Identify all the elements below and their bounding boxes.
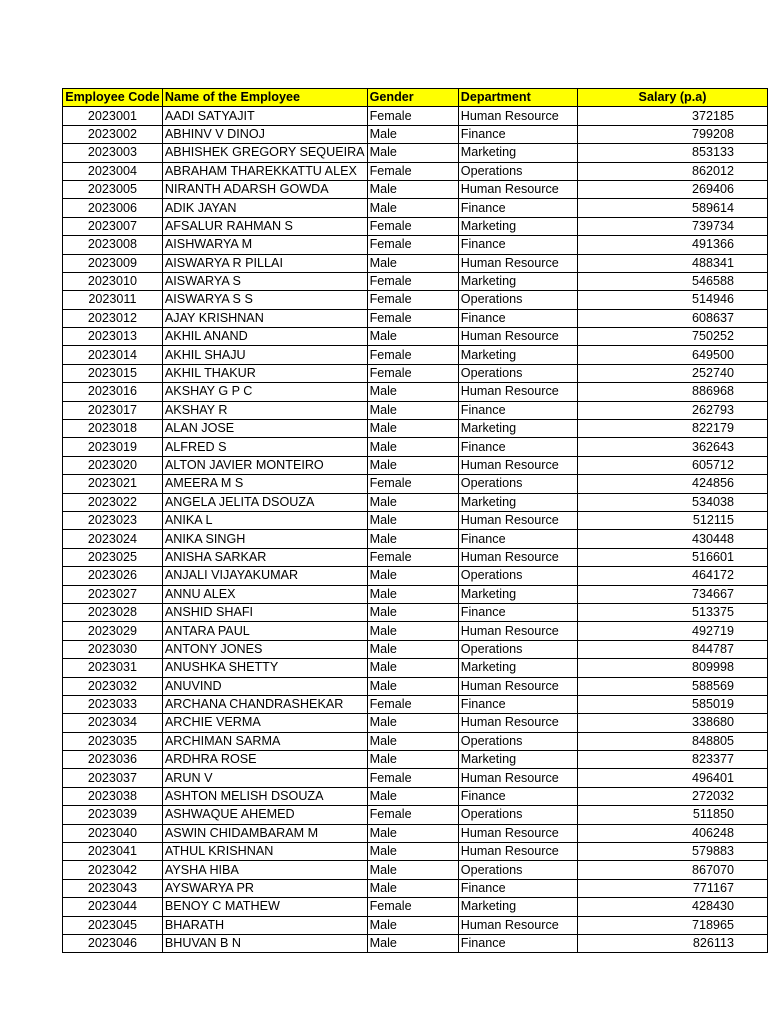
cell-gender: Male [367, 659, 458, 677]
cell-salary: 826113 [578, 934, 768, 952]
cell-employee-code: 2023010 [63, 272, 163, 290]
cell-department: Marketing [458, 659, 577, 677]
cell-department: Finance [458, 438, 577, 456]
cell-department: Finance [458, 530, 577, 548]
table-row [63, 493, 768, 511]
header-employee-name: Name of the Employee [162, 89, 367, 107]
cell-department: Marketing [458, 898, 577, 916]
cell-salary: 516601 [578, 548, 768, 566]
cell-employee-code: 2023034 [63, 714, 163, 732]
cell-employee-code: 2023020 [63, 456, 163, 474]
cell-gender: Male [367, 199, 458, 217]
cell-salary: 262793 [578, 401, 768, 419]
cell-gender: Male [367, 401, 458, 419]
cell-employee-name: ARCHIMAN SARMA [162, 732, 367, 750]
table-row [63, 475, 768, 493]
table-row [63, 622, 768, 640]
table-row [63, 420, 768, 438]
cell-department: Marketing [458, 585, 577, 603]
cell-gender: Female [367, 806, 458, 824]
cell-employee-code: 2023002 [63, 125, 163, 143]
cell-gender: Female [367, 309, 458, 327]
cell-salary: 406248 [578, 824, 768, 842]
cell-employee-name: ASHWAQUE AHEMED [162, 806, 367, 824]
cell-salary: 608637 [578, 309, 768, 327]
header-department: Department [458, 89, 577, 107]
cell-employee-code: 2023036 [63, 751, 163, 769]
cell-employee-name: AKHIL THAKUR [162, 364, 367, 382]
cell-salary: 589614 [578, 199, 768, 217]
cell-gender: Male [367, 934, 458, 952]
cell-employee-name: ANTARA PAUL [162, 622, 367, 640]
cell-gender: Female [367, 346, 458, 364]
cell-department: Human Resource [458, 383, 577, 401]
cell-employee-code: 2023035 [63, 732, 163, 750]
cell-employee-name: AADI SATYAJIT [162, 107, 367, 125]
cell-gender: Female [367, 236, 458, 254]
table-row [63, 714, 768, 732]
cell-gender: Male [367, 144, 458, 162]
cell-employee-name: AISWARYA S [162, 272, 367, 290]
table-row [63, 217, 768, 235]
cell-gender: Male [367, 714, 458, 732]
table-row [63, 180, 768, 198]
cell-department: Finance [458, 603, 577, 621]
cell-employee-name: AKSHAY G P C [162, 383, 367, 401]
cell-employee-code: 2023011 [63, 291, 163, 309]
cell-gender: Female [367, 107, 458, 125]
cell-gender: Male [367, 438, 458, 456]
header-row [63, 89, 768, 107]
cell-department: Human Resource [458, 622, 577, 640]
cell-salary: 848805 [578, 732, 768, 750]
cell-employee-code: 2023038 [63, 787, 163, 805]
cell-employee-name: NIRANTH ADARSH GOWDA [162, 180, 367, 198]
cell-employee-name: ABHISHEK GREGORY SEQUEIRA [162, 144, 367, 162]
cell-salary: 269406 [578, 180, 768, 198]
cell-gender: Male [367, 530, 458, 548]
cell-gender: Male [367, 254, 458, 272]
table-row [63, 107, 768, 125]
cell-gender: Female [367, 291, 458, 309]
cell-employee-code: 2023027 [63, 585, 163, 603]
cell-department: Finance [458, 401, 577, 419]
cell-salary: 809998 [578, 659, 768, 677]
cell-department: Finance [458, 695, 577, 713]
cell-salary: 649500 [578, 346, 768, 364]
cell-employee-name: ASWIN CHIDAMBARAM M [162, 824, 367, 842]
cell-employee-name: ADIK JAYAN [162, 199, 367, 217]
cell-employee-code: 2023008 [63, 236, 163, 254]
cell-employee-code: 2023021 [63, 475, 163, 493]
cell-salary: 771167 [578, 879, 768, 897]
cell-employee-name: ASHTON MELISH DSOUZA [162, 787, 367, 805]
table-row [63, 309, 768, 327]
cell-employee-code: 2023037 [63, 769, 163, 787]
cell-gender: Male [367, 125, 458, 143]
cell-employee-code: 2023024 [63, 530, 163, 548]
cell-salary: 372185 [578, 107, 768, 125]
cell-gender: Male [367, 879, 458, 897]
table-row [63, 879, 768, 897]
cell-employee-code: 2023044 [63, 898, 163, 916]
cell-gender: Male [367, 420, 458, 438]
cell-gender: Male [367, 751, 458, 769]
table-row [63, 824, 768, 842]
cell-department: Marketing [458, 493, 577, 511]
cell-employee-name: AMEERA M S [162, 475, 367, 493]
cell-employee-name: ANIKA SINGH [162, 530, 367, 548]
cell-employee-code: 2023009 [63, 254, 163, 272]
cell-salary: 867070 [578, 861, 768, 879]
table-row [63, 787, 768, 805]
cell-department: Human Resource [458, 916, 577, 934]
cell-employee-code: 2023006 [63, 199, 163, 217]
cell-employee-name: ANUSHKA SHETTY [162, 659, 367, 677]
cell-employee-code: 2023005 [63, 180, 163, 198]
cell-salary: 862012 [578, 162, 768, 180]
cell-employee-name: AISWARYA R PILLAI [162, 254, 367, 272]
cell-employee-code: 2023041 [63, 843, 163, 861]
cell-employee-name: AYSWARYA PR [162, 879, 367, 897]
table-row [63, 456, 768, 474]
table-row [63, 530, 768, 548]
cell-employee-name: ANIKA L [162, 511, 367, 529]
cell-salary: 853133 [578, 144, 768, 162]
cell-salary: 338680 [578, 714, 768, 732]
cell-employee-code: 2023018 [63, 420, 163, 438]
cell-employee-code: 2023043 [63, 879, 163, 897]
table-row [63, 438, 768, 456]
table-row [63, 934, 768, 952]
cell-salary: 362643 [578, 438, 768, 456]
cell-department: Operations [458, 162, 577, 180]
table-row [63, 236, 768, 254]
cell-department: Marketing [458, 751, 577, 769]
table-row [63, 364, 768, 382]
cell-employee-name: ABRAHAM THAREKKATTU ALEX [162, 162, 367, 180]
cell-employee-code: 2023025 [63, 548, 163, 566]
cell-employee-code: 2023019 [63, 438, 163, 456]
table-row [63, 383, 768, 401]
table-row [63, 769, 768, 787]
cell-department: Human Resource [458, 714, 577, 732]
cell-employee-code: 2023022 [63, 493, 163, 511]
cell-employee-code: 2023033 [63, 695, 163, 713]
cell-gender: Male [367, 585, 458, 603]
cell-gender: Male [367, 916, 458, 934]
cell-employee-name: AKHIL ANAND [162, 328, 367, 346]
cell-salary: 496401 [578, 769, 768, 787]
cell-employee-code: 2023039 [63, 806, 163, 824]
cell-gender: Female [367, 769, 458, 787]
cell-employee-code: 2023042 [63, 861, 163, 879]
cell-salary: 272032 [578, 787, 768, 805]
table-row [63, 511, 768, 529]
cell-department: Operations [458, 861, 577, 879]
table-row [63, 640, 768, 658]
cell-department: Operations [458, 806, 577, 824]
cell-department: Human Resource [458, 824, 577, 842]
cell-department: Human Resource [458, 677, 577, 695]
cell-employee-name: ANISHA SARKAR [162, 548, 367, 566]
cell-employee-name: BENOY C MATHEW [162, 898, 367, 916]
cell-gender: Male [367, 456, 458, 474]
cell-department: Finance [458, 236, 577, 254]
cell-gender: Male [367, 493, 458, 511]
cell-employee-name: ANNU ALEX [162, 585, 367, 603]
table-row [63, 401, 768, 419]
cell-gender: Male [367, 328, 458, 346]
cell-department: Finance [458, 309, 577, 327]
cell-employee-code: 2023030 [63, 640, 163, 658]
table-row [63, 162, 768, 180]
cell-employee-name: AKHIL SHAJU [162, 346, 367, 364]
cell-gender: Female [367, 217, 458, 235]
cell-employee-name: ANJALI VIJAYAKUMAR [162, 567, 367, 585]
header-gender: Gender [367, 89, 458, 107]
table-row [63, 328, 768, 346]
table-row [63, 548, 768, 566]
cell-employee-code: 2023003 [63, 144, 163, 162]
cell-salary: 605712 [578, 456, 768, 474]
cell-department: Human Resource [458, 548, 577, 566]
table-row [63, 272, 768, 290]
table-row [63, 603, 768, 621]
cell-employee-code: 2023007 [63, 217, 163, 235]
cell-salary: 514946 [578, 291, 768, 309]
cell-salary: 512115 [578, 511, 768, 529]
cell-employee-code: 2023001 [63, 107, 163, 125]
cell-employee-name: AYSHA HIBA [162, 861, 367, 879]
cell-gender: Male [367, 567, 458, 585]
cell-salary: 430448 [578, 530, 768, 548]
cell-gender: Male [367, 677, 458, 695]
cell-department: Finance [458, 125, 577, 143]
cell-salary: 511850 [578, 806, 768, 824]
cell-salary: 464172 [578, 567, 768, 585]
cell-employee-name: AFSALUR RAHMAN S [162, 217, 367, 235]
cell-department: Human Resource [458, 769, 577, 787]
cell-employee-name: ANGELA JELITA DSOUZA [162, 493, 367, 511]
cell-employee-code: 2023032 [63, 677, 163, 695]
cell-employee-code: 2023026 [63, 567, 163, 585]
cell-employee-name: BHARATH [162, 916, 367, 934]
cell-department: Marketing [458, 217, 577, 235]
cell-employee-code: 2023017 [63, 401, 163, 419]
cell-gender: Female [367, 272, 458, 290]
cell-salary: 750252 [578, 328, 768, 346]
cell-department: Human Resource [458, 254, 577, 272]
table-row [63, 695, 768, 713]
table-row [63, 916, 768, 934]
table-row [63, 125, 768, 143]
cell-department: Finance [458, 934, 577, 952]
cell-gender: Male [367, 511, 458, 529]
table-body [63, 107, 768, 953]
cell-employee-name: ARCHANA CHANDRASHEKAR [162, 695, 367, 713]
cell-employee-code: 2023040 [63, 824, 163, 842]
cell-employee-code: 2023028 [63, 603, 163, 621]
cell-department: Marketing [458, 144, 577, 162]
cell-employee-code: 2023031 [63, 659, 163, 677]
cell-salary: 252740 [578, 364, 768, 382]
cell-employee-name: ALAN JOSE [162, 420, 367, 438]
cell-department: Operations [458, 567, 577, 585]
cell-salary: 488341 [578, 254, 768, 272]
cell-gender: Male [367, 843, 458, 861]
cell-department: Human Resource [458, 180, 577, 198]
cell-employee-code: 2023004 [63, 162, 163, 180]
cell-employee-name: ATHUL KRISHNAN [162, 843, 367, 861]
cell-salary: 585019 [578, 695, 768, 713]
cell-department: Marketing [458, 346, 577, 364]
cell-employee-name: ABHINV V DINOJ [162, 125, 367, 143]
cell-employee-name: ANTONY JONES [162, 640, 367, 658]
cell-salary: 513375 [578, 603, 768, 621]
cell-employee-code: 2023014 [63, 346, 163, 364]
table-row [63, 732, 768, 750]
cell-salary: 579883 [578, 843, 768, 861]
cell-department: Human Resource [458, 107, 577, 125]
cell-salary: 491366 [578, 236, 768, 254]
table-row [63, 677, 768, 695]
cell-employee-name: ALFRED S [162, 438, 367, 456]
cell-employee-code: 2023012 [63, 309, 163, 327]
cell-employee-name: AISHWARYA M [162, 236, 367, 254]
cell-employee-code: 2023015 [63, 364, 163, 382]
cell-salary: 822179 [578, 420, 768, 438]
table-row [63, 806, 768, 824]
cell-gender: Male [367, 383, 458, 401]
cell-employee-name: BHUVAN B N [162, 934, 367, 952]
cell-employee-code: 2023016 [63, 383, 163, 401]
cell-department: Operations [458, 364, 577, 382]
cell-salary: 534038 [578, 493, 768, 511]
cell-gender: Male [367, 861, 458, 879]
cell-salary: 492719 [578, 622, 768, 640]
cell-employee-code: 2023045 [63, 916, 163, 934]
cell-department: Human Resource [458, 511, 577, 529]
cell-department: Human Resource [458, 456, 577, 474]
table-row [63, 346, 768, 364]
cell-gender: Female [367, 475, 458, 493]
cell-salary: 588569 [578, 677, 768, 695]
table-row [63, 659, 768, 677]
table-row [63, 751, 768, 769]
cell-employee-name: ARCHIE VERMA [162, 714, 367, 732]
cell-department: Marketing [458, 420, 577, 438]
cell-salary: 823377 [578, 751, 768, 769]
table-row [63, 585, 768, 603]
table-row [63, 861, 768, 879]
cell-salary: 428430 [578, 898, 768, 916]
table-row [63, 254, 768, 272]
table-row [63, 199, 768, 217]
cell-employee-code: 2023029 [63, 622, 163, 640]
cell-employee-name: AISWARYA S S [162, 291, 367, 309]
cell-salary: 546588 [578, 272, 768, 290]
table-row [63, 843, 768, 861]
cell-gender: Male [367, 622, 458, 640]
cell-salary: 718965 [578, 916, 768, 934]
cell-gender: Female [367, 898, 458, 916]
header-salary: Salary (p.a) [578, 89, 768, 107]
cell-salary: 844787 [578, 640, 768, 658]
cell-department: Operations [458, 475, 577, 493]
cell-department: Human Resource [458, 843, 577, 861]
cell-salary: 799208 [578, 125, 768, 143]
cell-department: Operations [458, 640, 577, 658]
cell-salary: 734667 [578, 585, 768, 603]
table-row [63, 567, 768, 585]
cell-gender: Female [367, 548, 458, 566]
cell-department: Operations [458, 732, 577, 750]
cell-employee-name: AJAY KRISHNAN [162, 309, 367, 327]
cell-gender: Male [367, 603, 458, 621]
cell-salary: 886968 [578, 383, 768, 401]
header-employee-code: Employee Code [63, 89, 163, 107]
cell-gender: Male [367, 787, 458, 805]
cell-department: Finance [458, 199, 577, 217]
cell-salary: 424856 [578, 475, 768, 493]
table-row [63, 291, 768, 309]
cell-employee-name: ANUVIND [162, 677, 367, 695]
cell-employee-name: AKSHAY R [162, 401, 367, 419]
cell-gender: Male [367, 180, 458, 198]
cell-employee-name: ALTON JAVIER MONTEIRO [162, 456, 367, 474]
cell-department: Finance [458, 879, 577, 897]
cell-department: Marketing [458, 272, 577, 290]
cell-salary: 739734 [578, 217, 768, 235]
cell-employee-code: 2023013 [63, 328, 163, 346]
cell-employee-name: ARDHRA ROSE [162, 751, 367, 769]
cell-employee-code: 2023023 [63, 511, 163, 529]
cell-gender: Male [367, 732, 458, 750]
employee-table [62, 88, 768, 953]
cell-employee-name: ANSHID SHAFI [162, 603, 367, 621]
table-row [63, 898, 768, 916]
cell-employee-code: 2023046 [63, 934, 163, 952]
cell-employee-name: ARUN V [162, 769, 367, 787]
cell-department: Human Resource [458, 328, 577, 346]
cell-department: Operations [458, 291, 577, 309]
cell-gender: Male [367, 824, 458, 842]
cell-gender: Female [367, 364, 458, 382]
cell-department: Finance [458, 787, 577, 805]
cell-gender: Female [367, 695, 458, 713]
table-row [63, 144, 768, 162]
cell-gender: Female [367, 162, 458, 180]
cell-gender: Male [367, 640, 458, 658]
